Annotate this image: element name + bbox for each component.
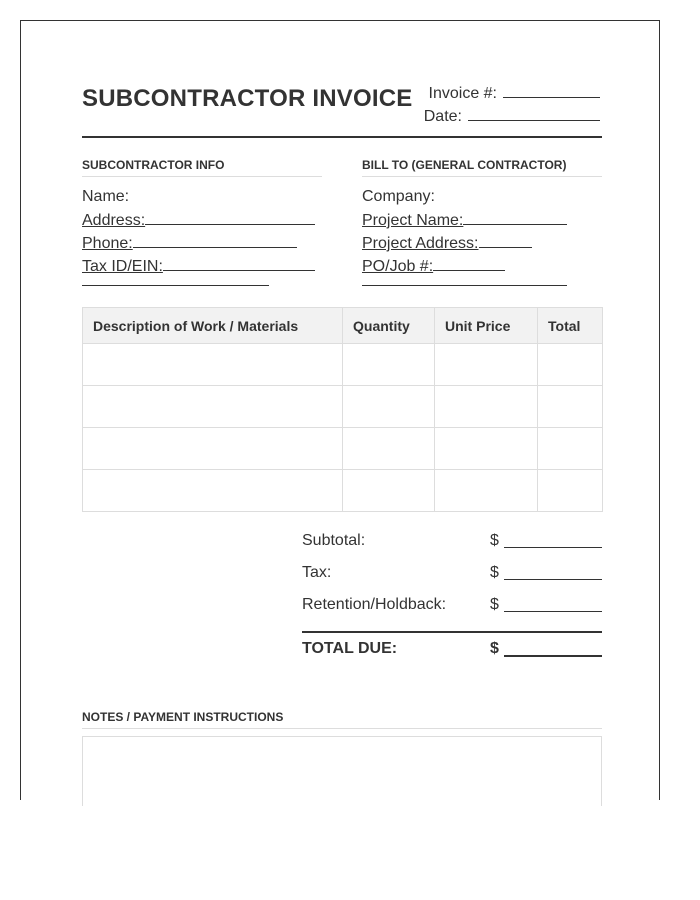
address-label: Address: — [82, 212, 146, 229]
table-row — [83, 470, 603, 512]
invoice-title: SUBCONTRACTOR INVOICE — [82, 85, 413, 112]
po-job-label: PO/Job #: — [362, 258, 434, 275]
table-row — [83, 344, 603, 386]
po-job-field[interactable] — [433, 254, 505, 271]
invoice-number-line — [429, 82, 600, 104]
tax-currency: $ — [490, 564, 499, 581]
column-header-total: Total — [538, 308, 603, 344]
total-due-row — [302, 637, 602, 669]
tax-label: Tax: — [302, 564, 332, 581]
invoice-number-label: Invoice #: — [428, 85, 497, 102]
retention-label: Retention/Holdback: — [302, 596, 447, 613]
address-field[interactable] — [145, 208, 315, 225]
subcontractor-extra-line[interactable] — [82, 285, 269, 286]
description-cell[interactable] — [83, 428, 343, 470]
subtotal-field[interactable] — [504, 547, 602, 548]
project-name-line — [362, 208, 602, 231]
total-divider — [302, 631, 602, 633]
subcontractor-info-section — [82, 158, 322, 286]
invoice-sheet — [20, 20, 660, 800]
tax-id-line — [82, 254, 322, 277]
po-job-line — [362, 254, 602, 277]
invoice-date-label: Date: — [423, 108, 462, 125]
tax-field[interactable] — [504, 579, 602, 580]
notes-textarea[interactable] — [82, 736, 602, 806]
tax-id-field[interactable] — [163, 254, 315, 271]
header-divider — [82, 136, 602, 138]
column-header-quantity: Quantity — [343, 308, 435, 344]
quantity-cell[interactable] — [343, 470, 435, 512]
invoice-date-line — [424, 105, 600, 127]
table-row — [83, 428, 603, 470]
bill-to-heading: BILL TO (GENERAL CONTRACTOR) — [362, 158, 602, 177]
description-cell[interactable] — [83, 470, 343, 512]
phone-line — [82, 231, 322, 254]
table-row — [83, 386, 603, 428]
unit-price-cell[interactable] — [435, 344, 538, 386]
project-name-field[interactable] — [463, 208, 567, 225]
tax-id-label: Tax ID/EIN: — [82, 258, 163, 275]
total-due-field[interactable] — [504, 655, 602, 657]
totals-section — [302, 529, 602, 669]
project-address-line — [362, 231, 602, 254]
name-label: Name: — [82, 188, 130, 205]
column-header-unit-price: Unit Price — [435, 308, 538, 344]
name-line — [82, 185, 322, 208]
column-header-description: Description of Work / Materials — [83, 308, 343, 344]
project-name-label: Project Name: — [362, 212, 464, 229]
description-cell[interactable] — [83, 344, 343, 386]
company-label: Company: — [362, 188, 435, 205]
company-line — [362, 185, 602, 208]
retention-currency: $ — [490, 596, 499, 613]
invoice-date-field[interactable] — [468, 105, 600, 121]
unit-price-cell[interactable] — [435, 470, 538, 512]
subtotal-label: Subtotal: — [302, 532, 366, 549]
total-cell[interactable] — [538, 428, 603, 470]
table-header-row — [83, 308, 603, 344]
tax-row — [302, 561, 602, 593]
total-cell[interactable] — [538, 344, 603, 386]
subtotal-currency: $ — [490, 532, 499, 549]
phone-label: Phone: — [82, 235, 133, 252]
notes-heading: NOTES / PAYMENT INSTRUCTIONS — [82, 710, 602, 729]
retention-field[interactable] — [504, 611, 602, 612]
bill-to-section — [362, 158, 602, 286]
line-items-table — [82, 307, 603, 512]
quantity-cell[interactable] — [343, 344, 435, 386]
subcontractor-info-heading: SUBCONTRACTOR INFO — [82, 158, 322, 177]
quantity-cell[interactable] — [343, 386, 435, 428]
total-due-currency: $ — [490, 640, 499, 657]
total-cell[interactable] — [538, 386, 603, 428]
retention-row — [302, 593, 602, 625]
description-cell[interactable] — [83, 386, 343, 428]
invoice-number-field[interactable] — [503, 82, 600, 98]
unit-price-cell[interactable] — [435, 428, 538, 470]
project-address-field[interactable] — [479, 231, 532, 248]
unit-price-cell[interactable] — [435, 386, 538, 428]
phone-field[interactable] — [133, 231, 297, 248]
quantity-cell[interactable] — [343, 428, 435, 470]
project-address-label: Project Address: — [362, 235, 479, 252]
subtotal-row — [302, 529, 602, 561]
bill-to-extra-line[interactable] — [362, 285, 567, 286]
address-line — [82, 208, 322, 231]
total-cell[interactable] — [538, 470, 603, 512]
total-due-label: TOTAL DUE: — [302, 640, 398, 657]
